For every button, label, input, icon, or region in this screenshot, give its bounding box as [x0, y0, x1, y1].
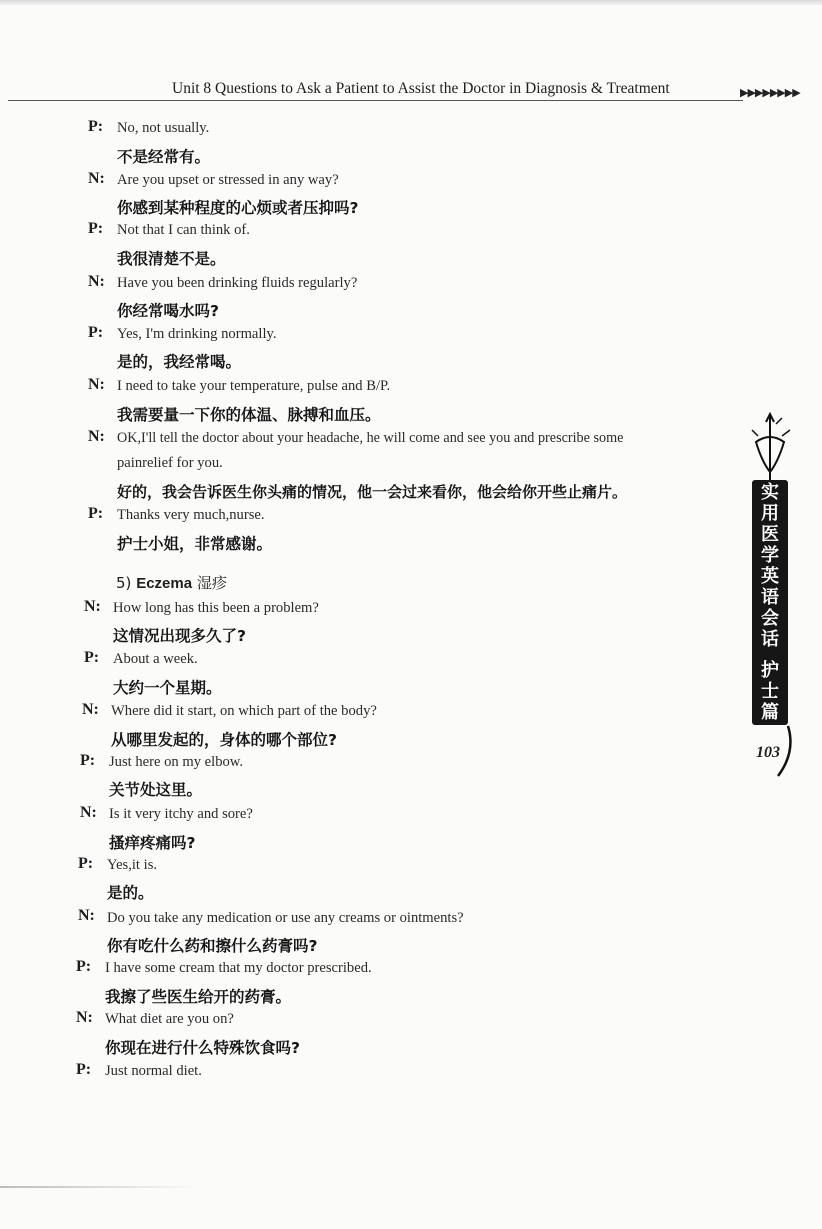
english-line: Just normal diet. — [105, 1063, 202, 1079]
side-gap — [752, 650, 788, 660]
section-title-zh: 湿疹 — [196, 574, 227, 592]
speaker-label: N: — [88, 273, 105, 290]
speaker-label: P: — [88, 118, 104, 135]
speaker-label: N: — [76, 1009, 93, 1026]
side-char: 学 — [761, 545, 779, 566]
speaker-label: P: — [88, 324, 104, 341]
section-title-en: Eczema — [136, 575, 193, 592]
side-char: 英 — [761, 566, 779, 587]
english-line: About a week. — [113, 651, 198, 667]
flag-icon — [748, 412, 798, 482]
english-line: Not that I can think of. — [117, 222, 250, 238]
speaker-label: N: — [82, 701, 99, 718]
side-char: 篇 — [761, 702, 779, 723]
chinese-line: 你有吃什么药和擦什么药膏吗? — [107, 937, 318, 955]
speaker-label: P: — [76, 1061, 92, 1078]
side-tab-text — [752, 482, 788, 723]
side-char: 护 — [761, 660, 779, 681]
side-char: 语 — [761, 587, 779, 608]
header-arrows: ▶▶▶▶▶▶▶▶ — [740, 86, 800, 99]
chinese-line: 是的。 — [107, 884, 154, 902]
english-line: What diet are you on? — [105, 1011, 234, 1027]
english-line: Are you upset or stressed in any way? — [117, 172, 339, 188]
speaker-label: P: — [78, 855, 94, 872]
english-line: Just here on my elbow. — [109, 754, 244, 770]
chinese-line: 不是经常有。 — [117, 148, 211, 166]
side-char: 用 — [761, 503, 779, 524]
speaker-label: N: — [88, 428, 105, 445]
english-line: I need to take your temperature, pulse and B/P. — [117, 378, 391, 394]
english-line: Yes, I'm drinking normally. — [117, 326, 277, 342]
speaker-label: P: — [88, 505, 104, 522]
english-line: Thanks very much,nurse. — [117, 507, 265, 523]
speaker-label: N: — [84, 598, 101, 615]
english-line: Do you take any medication or use any creams or ointments? — [107, 910, 464, 926]
speaker-label: N: — [80, 804, 97, 821]
english-line: No, not usually. — [117, 120, 210, 136]
speaker-label: P: — [80, 752, 96, 769]
speaker-label: N: — [78, 907, 95, 924]
chinese-line: 护士小姐，非常感谢。 — [117, 535, 273, 553]
english-line: Have you been drinking fluids regularly? — [117, 275, 358, 291]
english-line: Where did it start, on which part of the body? — [111, 703, 377, 719]
side-char: 会 — [761, 608, 779, 629]
chinese-line: 我擦了些医生给开的药膏。 — [105, 988, 292, 1006]
bottom-edge — [0, 1186, 200, 1188]
english-line: Yes,it is. — [107, 857, 158, 873]
chinese-line: 我很清楚不是。 — [117, 250, 226, 268]
chinese-line: 关节处这里。 — [109, 781, 203, 799]
chinese-line: 我需要量一下你的体温、脉搏和血压。 — [117, 406, 381, 424]
english-line: OK,I'll tell the doctor about your headache, he will come and see you and prescribe some — [117, 430, 624, 446]
section-heading — [116, 572, 227, 593]
chinese-line: 从哪里发起的，身体的哪个部位? — [111, 731, 337, 749]
english-line: How long has this been a problem? — [113, 600, 319, 616]
speaker-label: P: — [84, 649, 100, 666]
page-number: 103 — [756, 744, 780, 761]
side-char: 实 — [761, 482, 779, 503]
chinese-line: 是的，我经常喝。 — [117, 353, 242, 371]
english-line: Is it very itchy and sore? — [109, 806, 253, 822]
chinese-line: 好的，我会告诉医生你头痛的情况，他一会过来看你，他会给你开些止痛片。 — [117, 483, 628, 501]
speaker-label: N: — [88, 170, 105, 187]
chinese-line: 你现在进行什么特殊饮食吗? — [105, 1039, 300, 1057]
side-char: 医 — [761, 524, 779, 545]
english-line-continued: painrelief for you. — [117, 455, 223, 471]
english-line: I have some cream that my doctor prescribed. — [105, 960, 372, 976]
side-char: 话 — [761, 629, 779, 650]
section-number: 5) — [116, 574, 132, 592]
side-char: 士 — [761, 681, 779, 702]
chinese-line: 大约一个星期。 — [113, 679, 222, 697]
running-header: Unit 8 Questions to Ask a Patient to Assist the Doctor in Diagnosis & Treatment — [172, 80, 670, 97]
chinese-line: 你经常喝水吗? — [117, 302, 219, 320]
speaker-label: P: — [76, 958, 92, 975]
chinese-line: 你感到某种程度的心烦或者压抑吗? — [117, 199, 359, 217]
chinese-line: 这情况出现多久了? — [113, 627, 246, 645]
chinese-line: 搔痒疼痛吗? — [109, 834, 196, 852]
speaker-label: N: — [88, 376, 105, 393]
speaker-label: P: — [88, 220, 104, 237]
